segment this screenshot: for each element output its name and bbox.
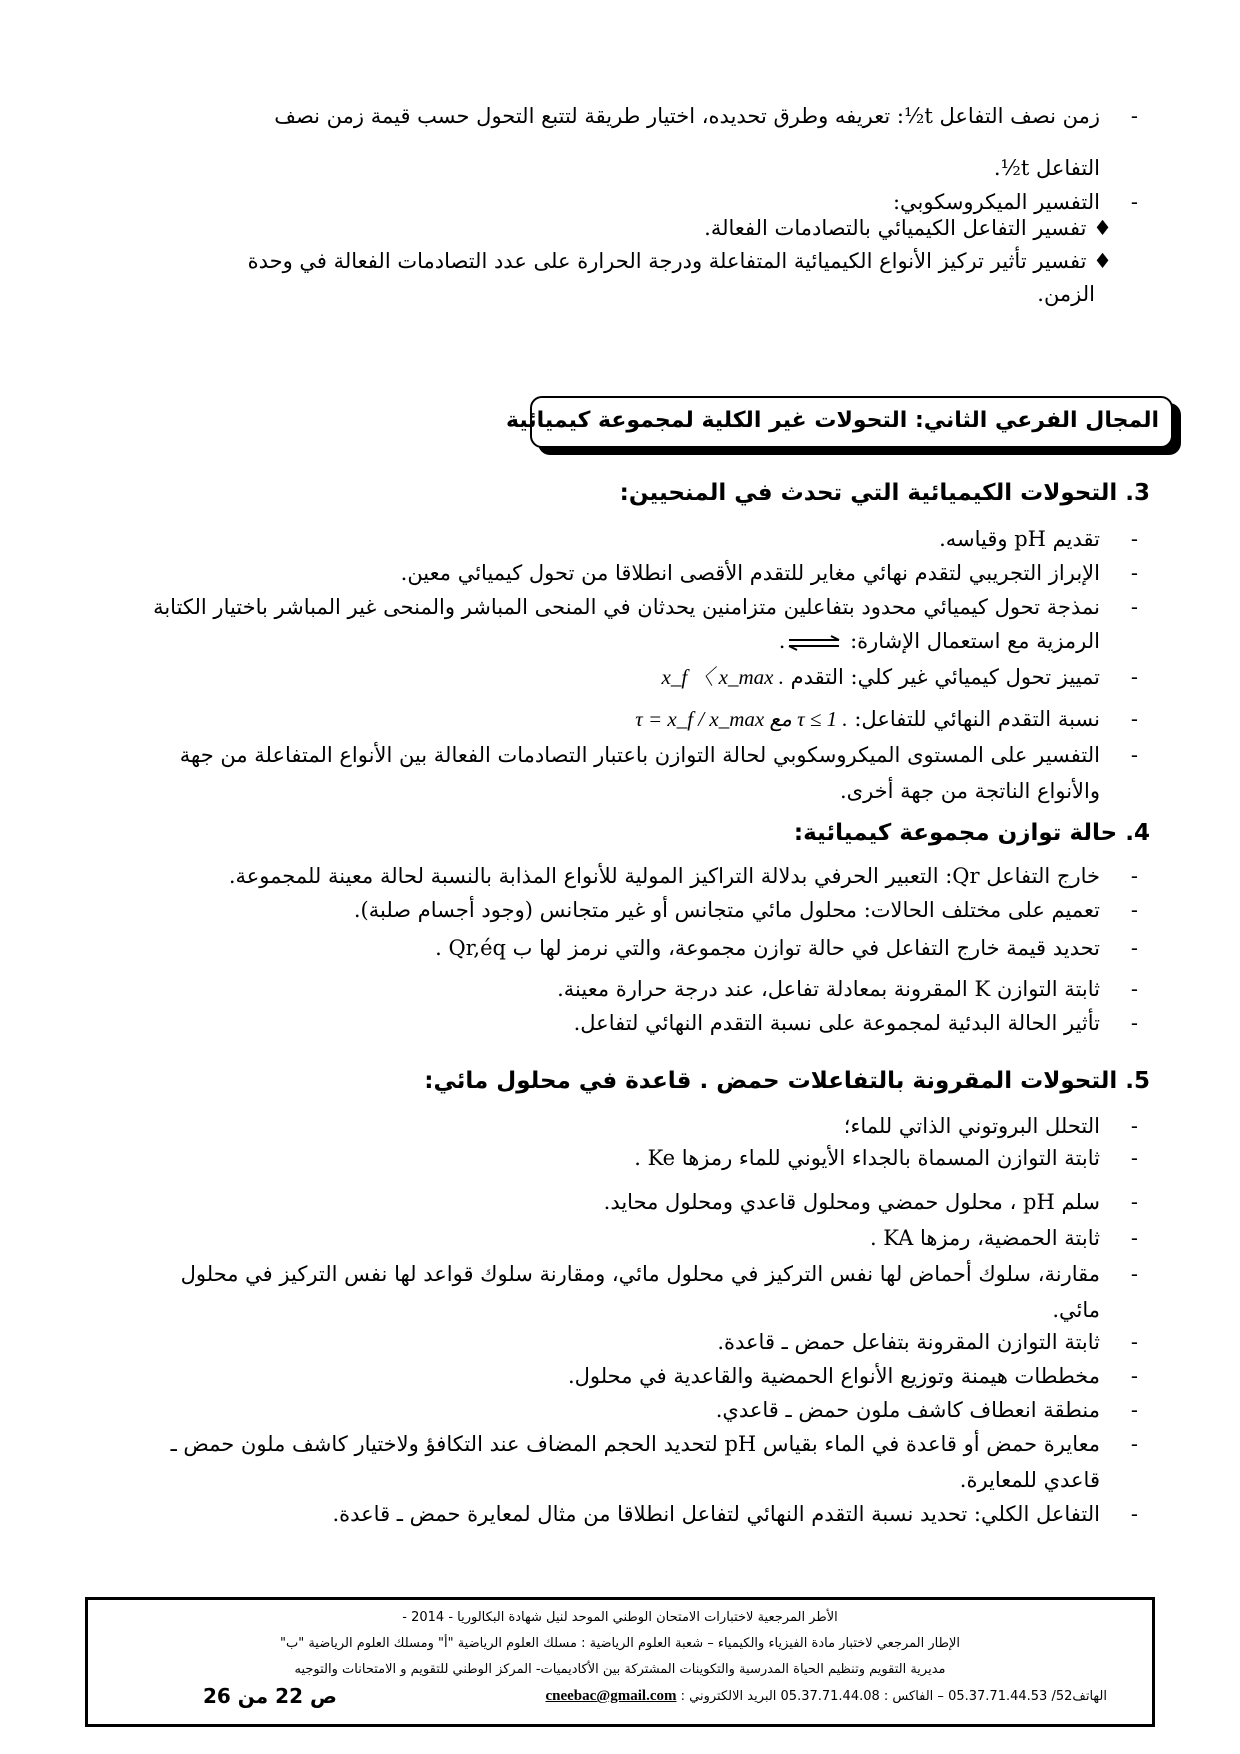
s3-item-5: - نسبة التقدم النهائي للتفاعل: τ = x_f / x_max مع τ ≤ 1 .	[635, 707, 1138, 731]
s3-item-5-math: τ = x_f / x_max مع τ ≤ 1 .	[635, 707, 848, 731]
micro-bullet-2	[82, 245, 1112, 277]
s5-item-1: - التحلل البروتوني الذاتي للماء؛	[150, 1110, 1100, 1142]
subdomain-title-box	[506, 396, 1173, 448]
s5-item-3-text: سلم pH ، محلول حمضي ومحلول قاعدي ومحلول محايد.	[603, 1190, 1100, 1214]
s5-item-10: - التفاعل الكلي: تحديد نسبة التقدم النهائي لتفاعل انطلاقا من مثال لمعايرة حمض ـ قاعدة.	[150, 1498, 1100, 1530]
s3-item-6-cont: والأنواع الناتجة من جهة أخرى.	[839, 779, 1100, 803]
s5-item-5-text: مقارنة، سلوك أحماض لها نفس التركيز في محلول مائي، ومقارنة سلوك قواعد لها نفس التركيز في محلول	[180, 1262, 1100, 1286]
half-life-line2: التفاعل t½.	[993, 156, 1100, 180]
page-number: ص 22 من 26	[203, 1684, 337, 1708]
subdomain-title: المجال الفرعي الثاني: التحولات غير الكلية لمجموعة كيميائية	[506, 408, 1159, 433]
s5-item-4-text: ثابتة الحمضية، رمزها KA .	[869, 1226, 1100, 1250]
s4-item-4-text: ثابتة التوازن K المقرونة بمعادلة تفاعل، عند درجة حرارة معينة.	[557, 977, 1100, 1001]
s5-item-5: - مقارنة، سلوك أحماض لها نفس التركيز في محلول مائي، ومقارنة سلوك قواعد لها نفس التركيز في محلول	[95, 1258, 1100, 1290]
s4-item-1: - خارج التفاعل Qr: التعبير الحرفي بدلالة التراكيز المولية للأنواع المذابة بالنسبة لحالة معينة للمجموعة.	[95, 860, 1100, 892]
s3-item-1-text: تقديم pH وقياسه.	[939, 527, 1100, 551]
s4-item-3-text: تحديد قيمة خارج التفاعل في حالة توازن مجموعة، والتي نرمز لها ب Qr,éq .	[435, 936, 1100, 960]
s3-item-4-text: تمييز تحول كيميائي غير كلي: التقدم	[790, 665, 1100, 689]
s5-item-8: - منطقة انعطاف كاشف ملون حمض ـ قاعدي.	[150, 1394, 1100, 1426]
footer-contact: الهاتف52/ 05.37.71.44.53 – الفاكس : 05.37.71.44.08 البريد الالكتروني :	[680, 1689, 1107, 1704]
s5-item-9: - معايرة حمض أو قاعدة في الماء بقياس pH لتحديد الحجم المضاف عند التكافؤ ولاختيار كاشف ملون حمض ـ	[95, 1428, 1100, 1460]
equilibrium-arrows-icon	[785, 635, 843, 651]
half-life-line1: زمن نصف التفاعل t½: تعريفه وطرق تحديده، اختيار طريقة لتتبع التحول حسب قيمة زمن نصف	[274, 104, 1100, 128]
micro-bullet-2-text: تفسير تأثير تركيز الأنواع الكيميائية المتفاعلة ودرجة الحرارة على عدد التصادمات الفعالة في وحدة	[247, 249, 1087, 273]
half-life-item: - زمن نصف التفاعل t½: تعريفه وطرق تحديده، اختيار طريقة لتتبع التحول حسب قيمة زمن نصف	[150, 100, 1100, 132]
section-3-title: 3. التحولات الكيميائية التي تحدث في المنحيين:	[619, 480, 1150, 506]
section-5-title: 5. التحولات المقرونة بالتفاعلات حمض . قاعدة في محلول مائي:	[424, 1068, 1150, 1094]
s4-item-3: - تحديد قيمة خارج التفاعل في حالة توازن مجموعة، والتي نرمز لها ب Qr,éq .	[150, 932, 1100, 964]
diamond-bullet-icon: ♦	[1086, 249, 1112, 273]
micro-bullet-2-cont: الزمن.	[1037, 282, 1095, 306]
s5-item-8-text: منطقة انعطاف كاشف ملون حمض ـ قاعدي.	[715, 1398, 1100, 1422]
s5-item-6: - ثابتة التوازن المقرونة بتفاعل حمض ـ قاعدة.	[150, 1326, 1100, 1358]
s3-item-3-cont-text: الرمزية مع استعمال الإشارة:	[850, 629, 1100, 653]
s3-item-5-text: نسبة التقدم النهائي للتفاعل:	[854, 707, 1100, 731]
s4-item-5-text: تأثير الحالة البدئية لمجموعة على نسبة التقدم النهائي لتفاعل.	[573, 1011, 1100, 1035]
s5-item-2: - ثابتة التوازن المسماة بالجداء الأيوني للماء رمزها Ke .	[150, 1142, 1100, 1174]
micro-title: التفسير الميكروسكوبي:	[892, 190, 1100, 214]
s3-item-4-math: x_f 〈 x_max .	[661, 665, 784, 689]
s4-item-1-text: خارج التفاعل Qr: التعبير الحرفي بدلالة التراكيز المولية للأنواع المذابة بالنسبة لحالة معينة للمجموعة.	[228, 864, 1100, 888]
s5-item-3: - سلم pH ، محلول حمضي ومحلول قاعدي ومحلول محايد.	[150, 1186, 1100, 1218]
section-4-title: 4. حالة توازن مجموعة كيميائية:	[793, 820, 1150, 846]
micro-bullet-1-text: تفسير التفاعل الكيميائي بالتصادمات الفعالة.	[704, 216, 1087, 240]
micro-bullet-1	[704, 212, 1112, 244]
s5-item-7-text: مخططات هيمنة وتوزيع الأنواع الحمضية والقاعدية في محلول.	[567, 1364, 1100, 1388]
micro-title-item: - التفسير الميكروسكوبي:	[150, 186, 1100, 218]
s3-item-3: - نمذجة تحول كيميائي محدود بتفاعلين متزامنين يحدثان في المنحى المباشر والمنحى غير المباشر باختيار الكتابة	[95, 591, 1100, 623]
s3-item-2: - الإبراز التجريبي لتقدم نهائي مغاير للتقدم الأقصى انطلاقا من تحول كيميائي معين.	[150, 557, 1100, 589]
s5-item-10-text: التفاعل الكلي: تحديد نسبة التقدم النهائي لتفاعل انطلاقا من مثال لمعايرة حمض ـ قاعدة.	[332, 1502, 1100, 1526]
s3-item-1: - تقديم pH وقياسه.	[150, 523, 1100, 555]
s3-item-3-text: نمذجة تحول كيميائي محدود بتفاعلين متزامنين يحدثان في المنحى المباشر والمنحى غير المباشر باختيار الكتابة	[153, 595, 1100, 619]
s4-item-5: - تأثير الحالة البدئية لمجموعة على نسبة التقدم النهائي لتفاعل.	[150, 1007, 1100, 1039]
s5-item-7: - مخططات هيمنة وتوزيع الأنواع الحمضية والقاعدية في محلول.	[150, 1360, 1100, 1392]
s5-item-9-cont: قاعدي للمعايرة.	[959, 1468, 1100, 1492]
s3-item-6: - التفسير على المستوى الميكروسكوبي لحالة التوازن باعتبار التصادمات الفعالة بين الأنواع المتفاعلة من جهة	[95, 739, 1100, 771]
footer-line-3: مديرية التقويم وتنظيم الحياة المدرسية والتكوينات المشتركة بين الأكاديميات- المركز الوطني للتقويم و الامتحانات والتوجيه	[294, 1662, 946, 1677]
footer-contact-row	[545, 1688, 1107, 1705]
s3-item-6-text: التفسير على المستوى الميكروسكوبي لحالة التوازن باعتبار التصادمات الفعالة بين الأنواع المتفاعلة من جهة	[179, 743, 1100, 767]
footer-line-2: الإطار المرجعي لاختبار مادة الفيزياء والكيمياء – شعبة العلوم الرياضية : مسلك العلوم الرياضية "أ" ومسلك العلوم الرياضية "ب"	[280, 1636, 960, 1651]
s4-item-4: - ثابتة التوازن K المقرونة بمعادلة تفاعل، عند درجة حرارة معينة.	[150, 973, 1100, 1005]
s5-item-2-text: ثابتة التوازن المسماة بالجداء الأيوني للماء رمزها Ke .	[634, 1146, 1100, 1170]
footer-email-link[interactable]: cneebac@gmail.com	[545, 1688, 677, 1704]
footer-box	[85, 1597, 1155, 1727]
s5-item-5-cont: مائي.	[1052, 1298, 1100, 1322]
s3-item-4: - تمييز تحول كيميائي غير كلي: التقدم x_f 〈 x_max .	[661, 665, 1138, 689]
s3-item-3-cont: الرمزية مع استعمال الإشارة: .	[778, 629, 1100, 653]
s5-item-9-text: معايرة حمض أو قاعدة في الماء بقياس pH لتحديد الحجم المضاف عند التكافؤ ولاختيار كاشف ملون حمض ـ	[170, 1432, 1100, 1456]
s5-item-4: - ثابتة الحمضية، رمزها KA .	[150, 1222, 1100, 1254]
s4-item-2: - تعميم على مختلف الحالات: محلول مائي متجانس أو غير متجانس (وجود أجسام صلبة).	[150, 894, 1100, 926]
footer-line-1: الأطر المرجعية لاختبارات الامتحان الوطني الموحد لنيل شهادة البكالوريا - 2014 -	[402, 1610, 838, 1625]
s5-item-6-text: ثابتة التوازن المقرونة بتفاعل حمض ـ قاعدة.	[717, 1330, 1100, 1354]
s3-item-2-text: الإبراز التجريبي لتقدم نهائي مغاير للتقدم الأقصى انطلاقا من تحول كيميائي معين.	[400, 561, 1100, 585]
s4-item-2-text: تعميم على مختلف الحالات: محلول مائي متجانس أو غير متجانس (وجود أجسام صلبة).	[353, 898, 1100, 922]
s5-item-1-text: التحلل البروتوني الذاتي للماء؛	[843, 1114, 1100, 1138]
diamond-bullet-icon: ♦	[1086, 216, 1112, 240]
